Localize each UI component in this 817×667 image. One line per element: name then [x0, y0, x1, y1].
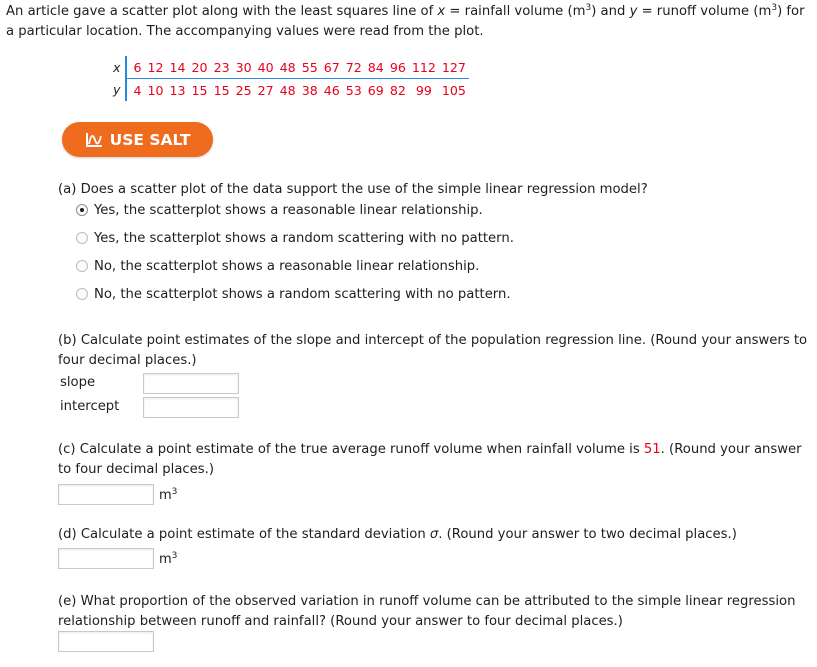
x-value-cell: 72	[343, 56, 365, 79]
std-dev-input[interactable]	[58, 548, 154, 569]
intercept-label: intercept	[60, 399, 120, 414]
y-value-cell: 15	[191, 82, 208, 98]
x-value-cell: 6	[126, 56, 144, 79]
runoff-estimate-input[interactable]	[58, 484, 154, 505]
use-salt-button[interactable]	[62, 122, 213, 157]
x-value-cell: 23	[211, 56, 233, 79]
part-d-unit: $m^3$	[159, 551, 178, 567]
y-value-cell: 27	[257, 82, 274, 98]
slope-label: slope	[60, 375, 96, 390]
x-value-cell: 14	[167, 56, 189, 79]
x-value-cell: 48	[277, 56, 299, 79]
rainfall-value-highlight: 51	[643, 442, 661, 457]
y-row	[110, 79, 469, 102]
salt-chart-icon	[85, 132, 103, 148]
problem-intro: An article gave a scatter plot along with the least squares line of x = rainfall volume $(m^3)$ and y = runoff volume $(m^3)$ for a particular location. The accompanying values were read from the plot.	[6, 3, 805, 39]
x-value-cell: 67	[321, 56, 343, 79]
part-a-option-2[interactable]: Yes, the scatterplot shows a random scattering with no pattern.	[76, 229, 514, 247]
x-value-cell: 12	[144, 56, 166, 79]
y-value-cell: 10	[147, 82, 164, 98]
radio-unselected[interactable]	[76, 232, 88, 244]
y-variable: y	[629, 4, 638, 19]
part-e-question: (e) What proportion of the observed variation in runoff volume can be attributed to the simple linear regression relationship between runoff and rainfall? (Round your answer to four decimal places.)	[58, 594, 796, 629]
use-salt-label: USE SALT	[109, 130, 191, 149]
y-value-cell: 69	[367, 82, 384, 98]
y-value-cell: 15	[213, 82, 230, 98]
x-row-label: x	[113, 59, 121, 75]
x-value-cell: 127	[439, 56, 469, 79]
slope-input[interactable]	[143, 373, 239, 394]
part-c-unit: $m^3$	[159, 487, 178, 503]
y-value-cell: 4	[126, 79, 144, 102]
x-value-cell: 96	[387, 56, 409, 79]
radio-selected[interactable]	[76, 204, 88, 216]
y-value-cell: 53	[345, 82, 362, 98]
intercept-input[interactable]	[143, 397, 239, 418]
x-value-cell: 84	[365, 56, 387, 79]
x-value-cell: 55	[299, 56, 321, 79]
radio-unselected[interactable]	[76, 260, 88, 272]
y-value-cell: 38	[301, 82, 318, 98]
y-value-cell: 48	[279, 82, 296, 98]
y-value-cell: 99	[415, 82, 432, 98]
part-b-question: (b) Calculate point estimates of the slope and intercept of the population regression line. (Round your answers to four decimal places.)	[58, 333, 808, 368]
x-row	[110, 56, 469, 79]
part-c-question: (c) Calculate a point estimate of the true average runoff volume when rainfall volume is 51. (Round your answer to four decimal places.)	[58, 442, 802, 477]
x-value-cell: 112	[409, 56, 439, 79]
part-d-question: (d) Calculate a point estimate of the standard deviation σ. (Round your answer to two decimal places.)	[58, 527, 737, 542]
x-value-cell: 30	[233, 56, 255, 79]
part-a-option-4[interactable]: No, the scatterplot shows a random scattering with no pattern.	[76, 285, 511, 303]
y-value-cell: 105	[441, 82, 466, 98]
proportion-input[interactable]	[58, 631, 154, 652]
part-a-option-3[interactable]: No, the scatterplot shows a reasonable linear relationship.	[76, 257, 479, 275]
data-table	[110, 56, 469, 101]
y-value-cell: 82	[389, 82, 406, 98]
radio-unselected[interactable]	[76, 288, 88, 300]
x-value-cell: 20	[189, 56, 211, 79]
y-row-label: y	[113, 82, 121, 98]
sigma-symbol: σ	[429, 527, 439, 542]
part-a-question: (a) Does a scatter plot of the data support the use of the simple linear regression model?	[58, 182, 648, 197]
part-a-option-1[interactable]: Yes, the scatterplot shows a reasonable linear relationship.	[76, 201, 483, 219]
x-value-cell: 40	[255, 56, 277, 79]
y-value-cell: 13	[169, 82, 186, 98]
y-value-cell: 46	[323, 82, 340, 98]
x-variable: x	[437, 4, 446, 19]
y-value-cell: 25	[235, 82, 252, 98]
